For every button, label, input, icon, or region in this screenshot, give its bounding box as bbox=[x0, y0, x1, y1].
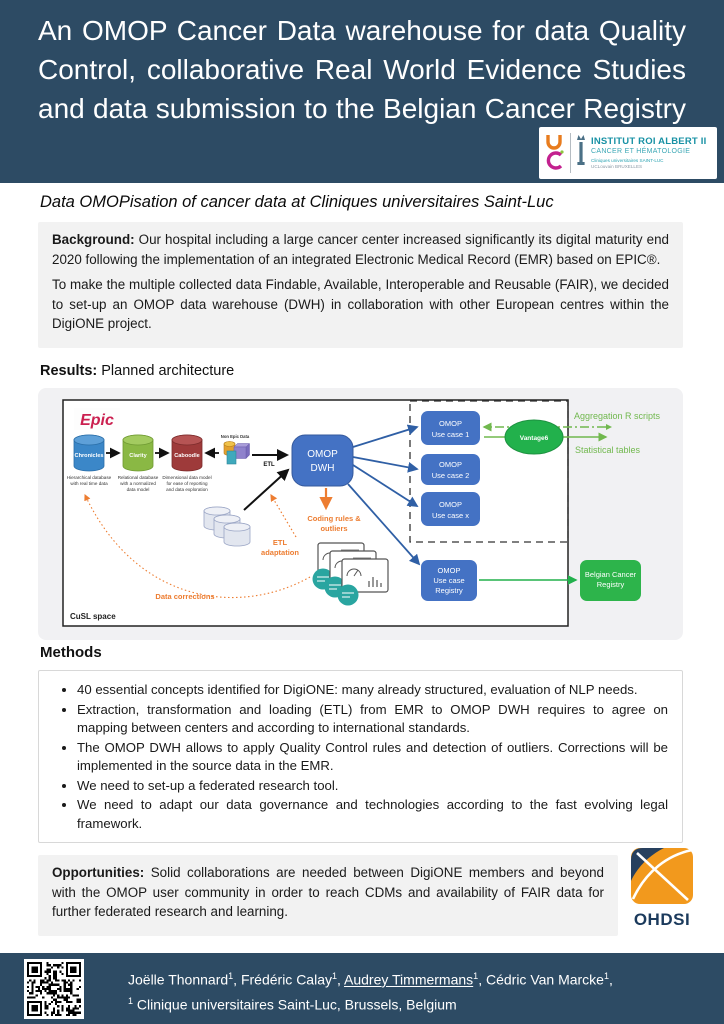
svg-text:OMOP: OMOP bbox=[437, 566, 461, 575]
data-corrections-label: Data corrections bbox=[155, 592, 215, 601]
omop-use-case-2-node bbox=[421, 454, 480, 485]
footer bbox=[0, 953, 724, 1024]
methods-list bbox=[53, 681, 668, 833]
institut-clinic: Cliniques universitaires SAINT-LUC bbox=[591, 157, 664, 163]
author-name: Cédric Van Marcke bbox=[485, 971, 604, 988]
svg-text:with real time data: with real time data bbox=[70, 481, 108, 486]
qr-code-box bbox=[24, 959, 84, 1019]
methods-bullet: • We need to set-up a federated research tool. bbox=[77, 777, 668, 796]
belgian-cancer-registry-node bbox=[580, 560, 641, 601]
svg-text:adaptation: adaptation bbox=[261, 548, 299, 557]
opportunities-paragraph: Opportunities: Solid collaborations are needed between DigiONE members and beyond with the OMOP user community in order to reach CDMs and availability of FAIR data for further federated research and learning. bbox=[52, 865, 604, 919]
methods-bullet: • 40 essential concepts identified for DigiONE: many already structured, evaluation of NLP needs. bbox=[77, 681, 668, 700]
methods-bullet: • Extraction, transformation and loading (ETL) from EMR to OMOP DWH requires to agree on mapping between centers and according to international standards. bbox=[77, 701, 668, 738]
etl-label: ETL bbox=[263, 462, 275, 468]
author-name: Frédéric Calay bbox=[240, 971, 332, 988]
opportunities-section bbox=[38, 855, 618, 936]
background-paragraph-2: To make the multiple collected data Findable, Available, Interoperable and Reusable (FAIR), we decided to set-up an OMOP data warehouse (DWH) in collaboration with other European centres within the DigiONE project. bbox=[52, 277, 669, 331]
aggregation-right-arrowhead bbox=[606, 424, 612, 430]
author-name: Joëlle Thonnard bbox=[128, 971, 229, 988]
omop-use-case-1-node bbox=[421, 411, 480, 445]
logo-divider bbox=[570, 133, 571, 173]
institut-logo-text bbox=[591, 137, 706, 170]
cusl-space-label: CuSL space bbox=[70, 612, 116, 621]
header bbox=[0, 0, 724, 183]
svg-text:outliers: outliers bbox=[320, 524, 348, 533]
svg-text:Relational database: Relational database bbox=[117, 475, 159, 480]
authors-block bbox=[128, 966, 613, 1015]
institut-logo-card bbox=[539, 127, 717, 179]
etl-adaptation-label: ETL bbox=[272, 538, 288, 547]
statistical-label: Statistical tables bbox=[575, 445, 641, 455]
svg-text:with a normalized: with a normalized bbox=[120, 481, 156, 486]
clarity-database bbox=[118, 435, 159, 492]
cusl-panel bbox=[63, 400, 568, 626]
svg-text:Use case x: Use case x bbox=[431, 511, 470, 520]
title-line-2: Control, collaborative Real World Evidence Studies bbox=[38, 54, 686, 85]
methods-bullet: • We need to adapt our data governance and technologies according to the fast evolving legal framework. bbox=[77, 796, 668, 833]
svg-text:Registry: Registry bbox=[435, 586, 463, 595]
methods-section bbox=[38, 670, 683, 843]
background-section bbox=[38, 222, 683, 348]
qr-code bbox=[27, 962, 81, 1016]
svg-text:Use case 2: Use case 2 bbox=[431, 471, 470, 480]
svg-text:Non Epic Data: Non Epic Data bbox=[220, 434, 250, 439]
vantage6-node bbox=[505, 420, 563, 454]
institut-dept: CANCER ET HÉMATOLOGIE bbox=[591, 147, 691, 155]
svg-text:OMOP: OMOP bbox=[439, 419, 462, 428]
svg-text:OMOP: OMOP bbox=[439, 500, 462, 509]
svg-text:OMOP: OMOP bbox=[439, 460, 462, 469]
background-label: Background: bbox=[52, 232, 135, 247]
ohdsi-logo-text: OHDSI bbox=[633, 910, 691, 929]
poster-title bbox=[38, 11, 686, 128]
svg-text:Caboodle: Caboodle bbox=[174, 453, 200, 459]
svg-text:Clarity: Clarity bbox=[129, 453, 147, 459]
ohdsi-logo bbox=[628, 847, 696, 930]
svg-text:Hierarchical database: Hierarchical database bbox=[66, 475, 112, 480]
opportunities-label: Opportunities: bbox=[52, 865, 145, 880]
svg-text:Registry: Registry bbox=[596, 580, 625, 589]
svg-text:Vantage6: Vantage6 bbox=[519, 435, 549, 442]
saint-luc-logo-icon bbox=[544, 132, 566, 175]
svg-text:Use case 1: Use case 1 bbox=[431, 430, 470, 439]
svg-text:DWH: DWH bbox=[310, 463, 335, 474]
aggregation-label: Aggregation R scripts bbox=[574, 411, 661, 421]
methods-bullet: • The OMOP DWH allows to apply Quality Control rules and detection of outliers. Corrections will be implemented in the source data in the EMR. bbox=[77, 739, 668, 776]
svg-text:Belgian Cancer: Belgian Cancer bbox=[584, 570, 637, 579]
svg-text:Dimensional data model: Dimensional data model bbox=[162, 475, 212, 480]
svg-text:OMOP: OMOP bbox=[307, 449, 338, 460]
omop-use-case-x-node bbox=[421, 492, 480, 526]
title-line-3: and data submission to the Belgian Cancer Registry bbox=[38, 93, 686, 124]
results-label: Results: Planned architecture bbox=[40, 363, 235, 379]
svg-text:Use case: Use case bbox=[433, 576, 465, 585]
epic-logo-text: Epic bbox=[80, 412, 114, 429]
institut-city: UCLouvain BRUXELLES bbox=[591, 163, 643, 169]
ohdsi-logo-icon bbox=[630, 892, 694, 909]
subtitle: Data OMOPisation of cancer data at Cliniques universitaires Saint-Luc bbox=[40, 193, 554, 211]
svg-text:Chronicles: Chronicles bbox=[74, 453, 104, 459]
omop-use-case-registry-node bbox=[421, 560, 477, 601]
svg-text:for ease of reporting: for ease of reporting bbox=[166, 481, 208, 486]
title-line-1: An OMOP Cancer Data warehouse for data Quality bbox=[38, 15, 686, 46]
svg-text:and data exploration: and data exploration bbox=[166, 487, 208, 492]
institut-name: INSTITUT ROI ALBERT II bbox=[591, 135, 707, 147]
background-paragraph-1: Background: Our hospital including a large cancer center increased significantly its digital maturity end 2020 following the implementation of an integrated Electronic Medical Record (EMR) based on EPIC®. bbox=[52, 232, 669, 267]
crown-tower-icon bbox=[575, 132, 587, 175]
methods-heading: Methods bbox=[40, 644, 102, 661]
author-name: Audrey Timmermans bbox=[344, 971, 474, 988]
svg-text:data model: data model bbox=[126, 487, 150, 492]
architecture-diagram bbox=[38, 388, 683, 640]
coding-rules-label: Coding rules & bbox=[307, 514, 361, 523]
affiliation-line: $^1$ Clinique universitaires Saint-Luc, Brussels, Belgium bbox=[128, 995, 457, 1013]
author-list: Joëlle Thonnard$^1$, Frédéric Calay$^1$, Audrey Timmermans$^1$, Cédric Van Marcke$^1$, bbox=[128, 971, 613, 988]
epic-logo bbox=[74, 408, 120, 430]
omop-dwh-node bbox=[292, 435, 353, 486]
